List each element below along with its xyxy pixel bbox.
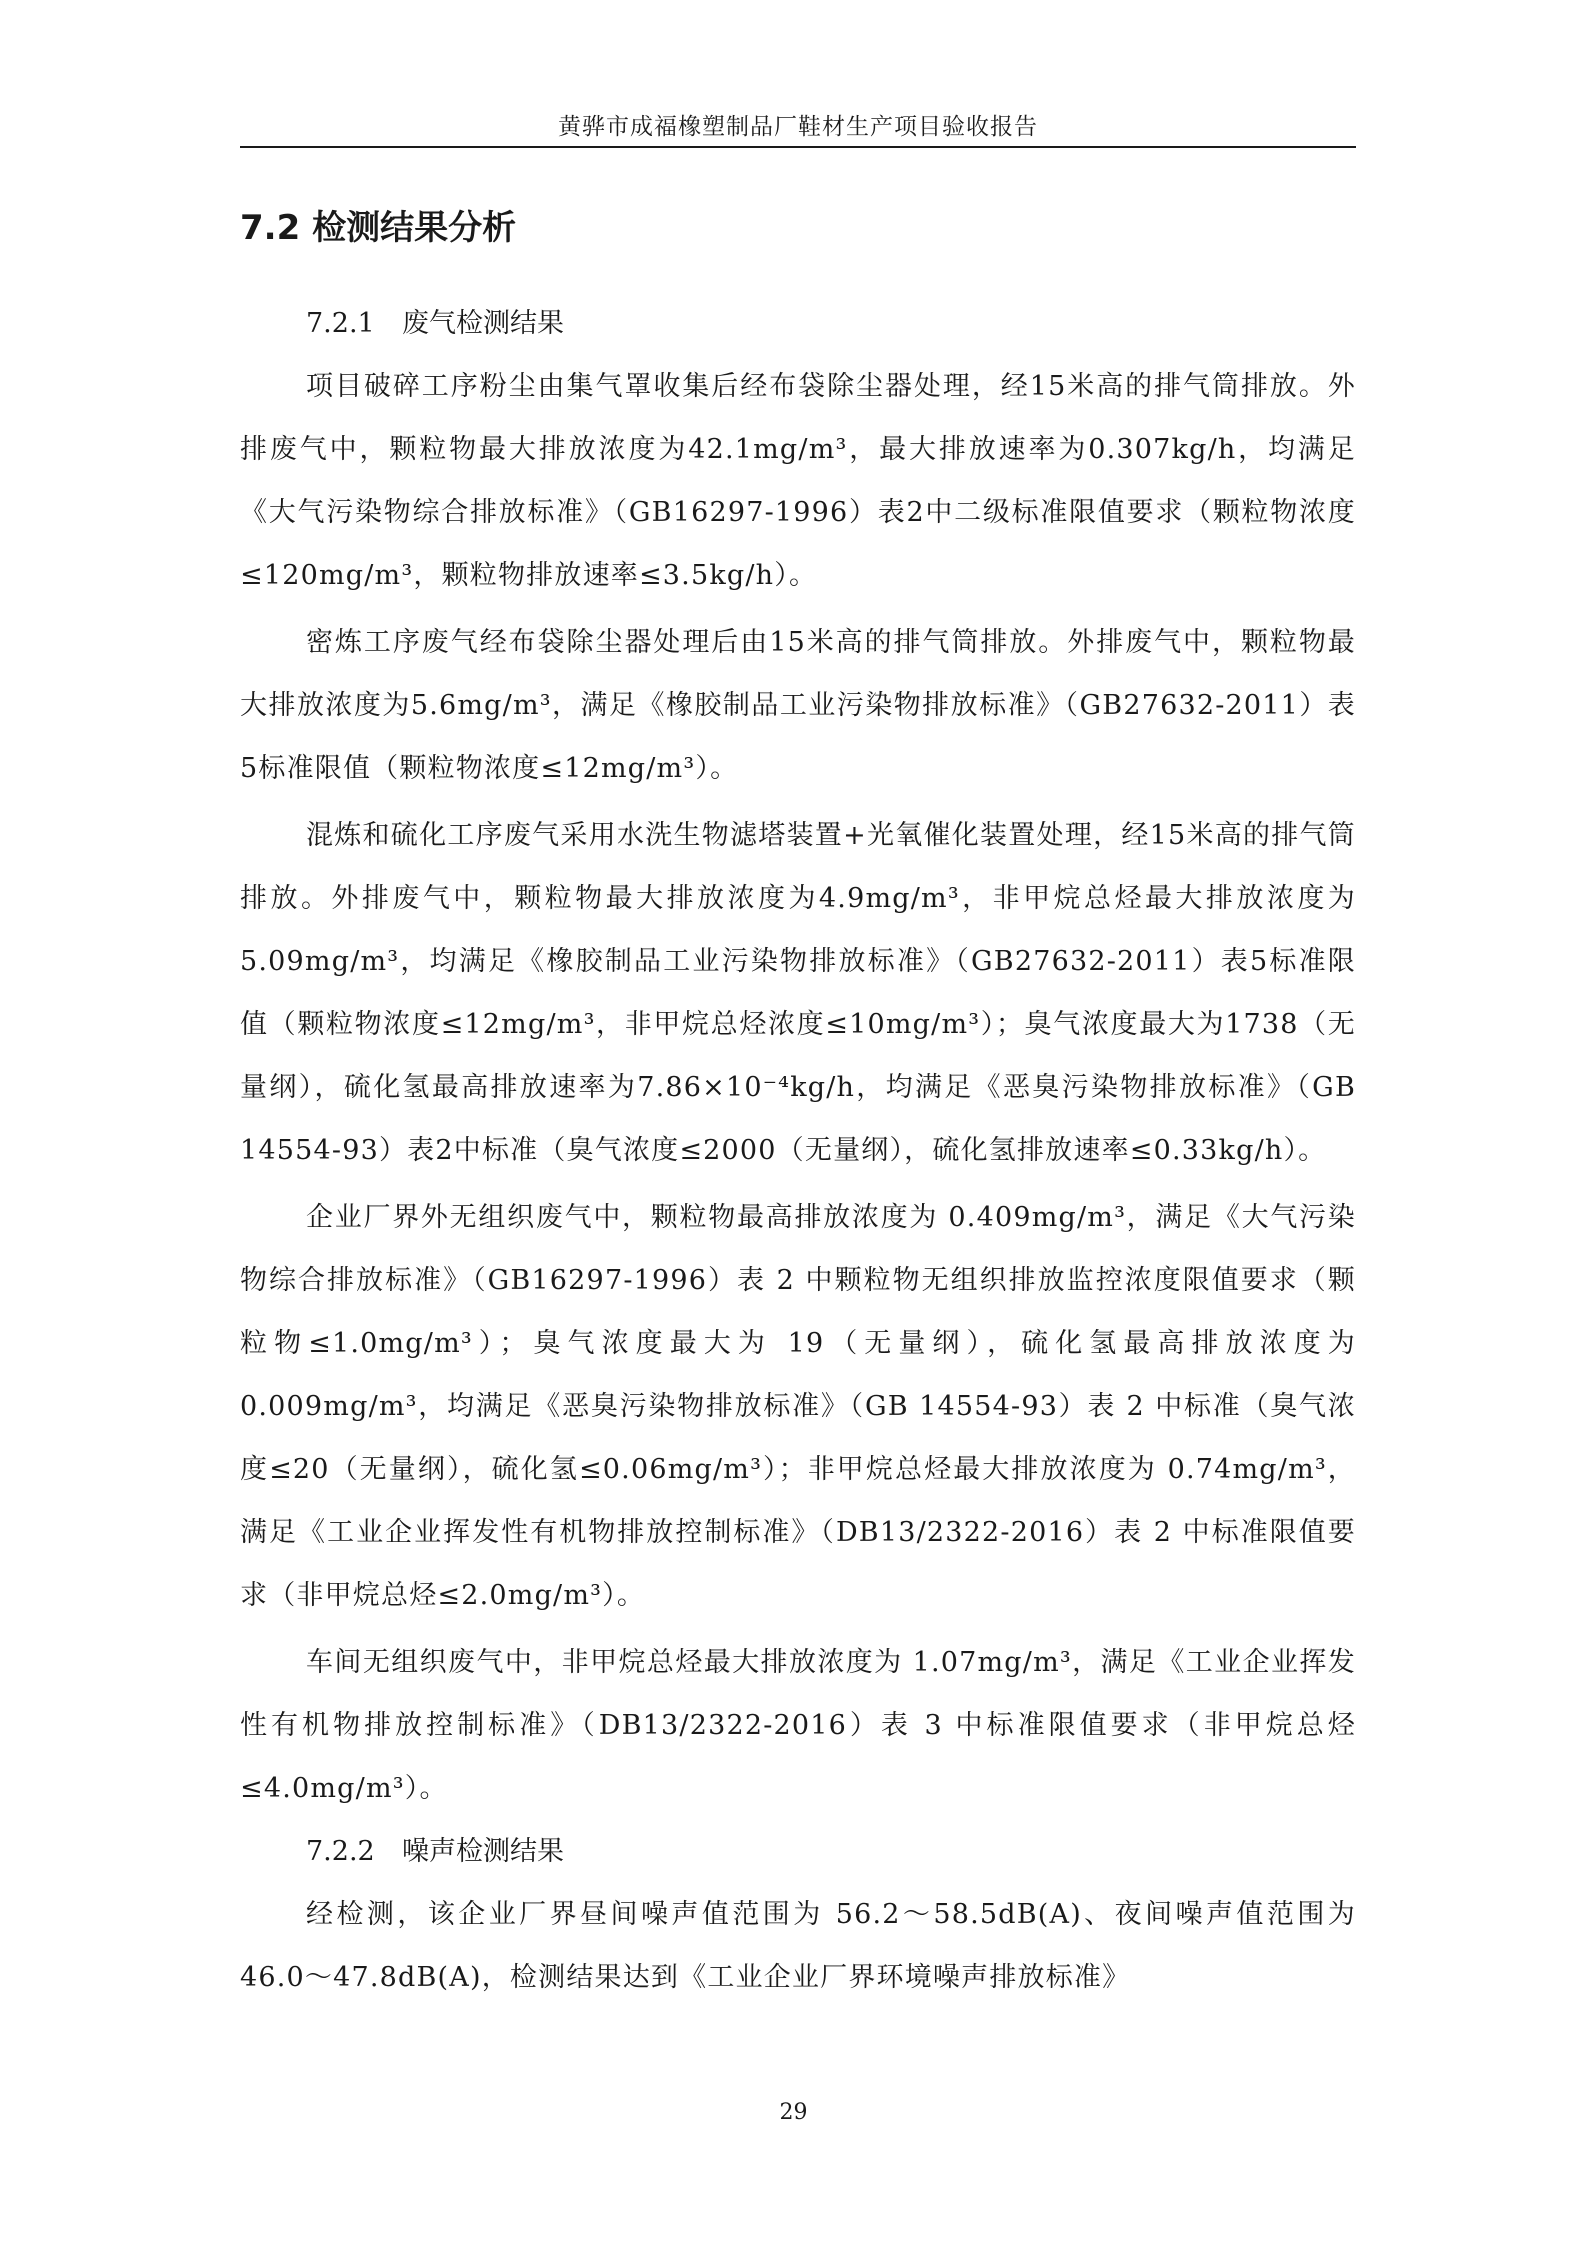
document-body [240, 204, 1356, 2009]
subsection-title: 噪声检测结果 [402, 1836, 564, 1867]
header-rule [240, 146, 1356, 148]
page-header: 黄骅市成福橡塑制品厂鞋材生产项目验收报告 [558, 114, 1038, 140]
paragraph-mixing-vulcanizing: 混炼和硫化工序废气采用水洗生物滤塔装置+光氧催化装置处理，经15米高的排气筒排放。外排废气中，颗粒物最大排放浓度为4.9mg/m³，非甲烷总烃最大排放浓度为5.09mg/m³，均满足《橡胶制品工业污染物排放标准》（GB27632-2011）表5标准限值（颗粒物浓度≤12mg/m³，非甲烷总烃浓度≤10mg/m³）；臭气浓度最大为1738（无量纲），硫化氢最高排放速率为7.86×10⁻⁴kg/h，均满足《恶臭污染物排放标准》（GB 14554-93）表2中标准（臭气浓度≤2000（无量纲），硫化氢排放速率≤0.33kg/h）。 [240, 820, 1356, 1166]
paragraph-noise-results: 经检测，该企业厂界昼间噪声值范围为 56.2～58.5dB(A)、夜间噪声值范围为 46.0～47.8dB(A)，检测结果达到《工业企业厂界环境噪声排放标准》 [240, 1899, 1356, 1993]
page-number: 29 [779, 2100, 808, 2125]
subsection-number: 7.2.2 [306, 1836, 375, 1867]
paragraph-crushing-dust: 项目破碎工序粉尘由集气罩收集后经布袋除尘器处理，经15米高的排气筒排放。外排废气中，颗粒物最大排放浓度为42.1mg/m³，最大排放速率为0.307kg/h，均满足《大气污染物综合排放标准》（GB16297-1996）表2中二级标准限值要求（颗粒物浓度≤120mg/m³，颗粒物排放速率≤3.5kg/h）。 [240, 371, 1356, 591]
paragraph-boundary-fugitive: 企业厂界外无组织废气中，颗粒物最高排放浓度为 0.409mg/m³，满足《大气污染物综合排放标准》（GB16297-1996）表 2 中颗粒物无组织排放监控浓度限值要求（颗粒物≤1.0mg/m³）；臭气浓度最大为 19（无量纲），硫化氢最高排放浓度为 0.009mg/m³，均满足《恶臭污染物排放标准》（GB 14554-93）表 2 中标准（臭气浓度≤20（无量纲），硫化氢≤0.06mg/m³）；非甲烷总烃最大排放浓度为 0.74mg/m³，满足《工业企业挥发性有机物排放控制标准》（DB13/2322-2016）表 2 中标准限值要求（非甲烷总烃≤2.0mg/m³）。 [240, 1202, 1356, 1611]
subsection-number: 7.2.1 [306, 308, 375, 339]
subsection-heading-exhaust-gas [240, 292, 1356, 355]
subsection-title: 废气检测结果 [402, 308, 564, 339]
section-title: 7.2 检测结果分析 [240, 208, 517, 248]
subsection-heading-noise [240, 1820, 1356, 1883]
paragraph-workshop-fugitive: 车间无组织废气中，非甲烷总烃最大排放浓度为 1.07mg/m³，满足《工业企业挥发性有机物排放控制标准》（DB13/2322-2016）表 3 中标准限值要求（非甲烷总烃≤4.0mg/m³）。 [240, 1647, 1356, 1804]
paragraph-banbury-mixing: 密炼工序废气经布袋除尘器处理后由15米高的排气筒排放。外排废气中，颗粒物最大排放浓度为5.6mg/m³，满足《橡胶制品工业污染物排放标准》（GB27632-2011）表5标准限值（颗粒物浓度≤12mg/m³）。 [240, 627, 1356, 784]
